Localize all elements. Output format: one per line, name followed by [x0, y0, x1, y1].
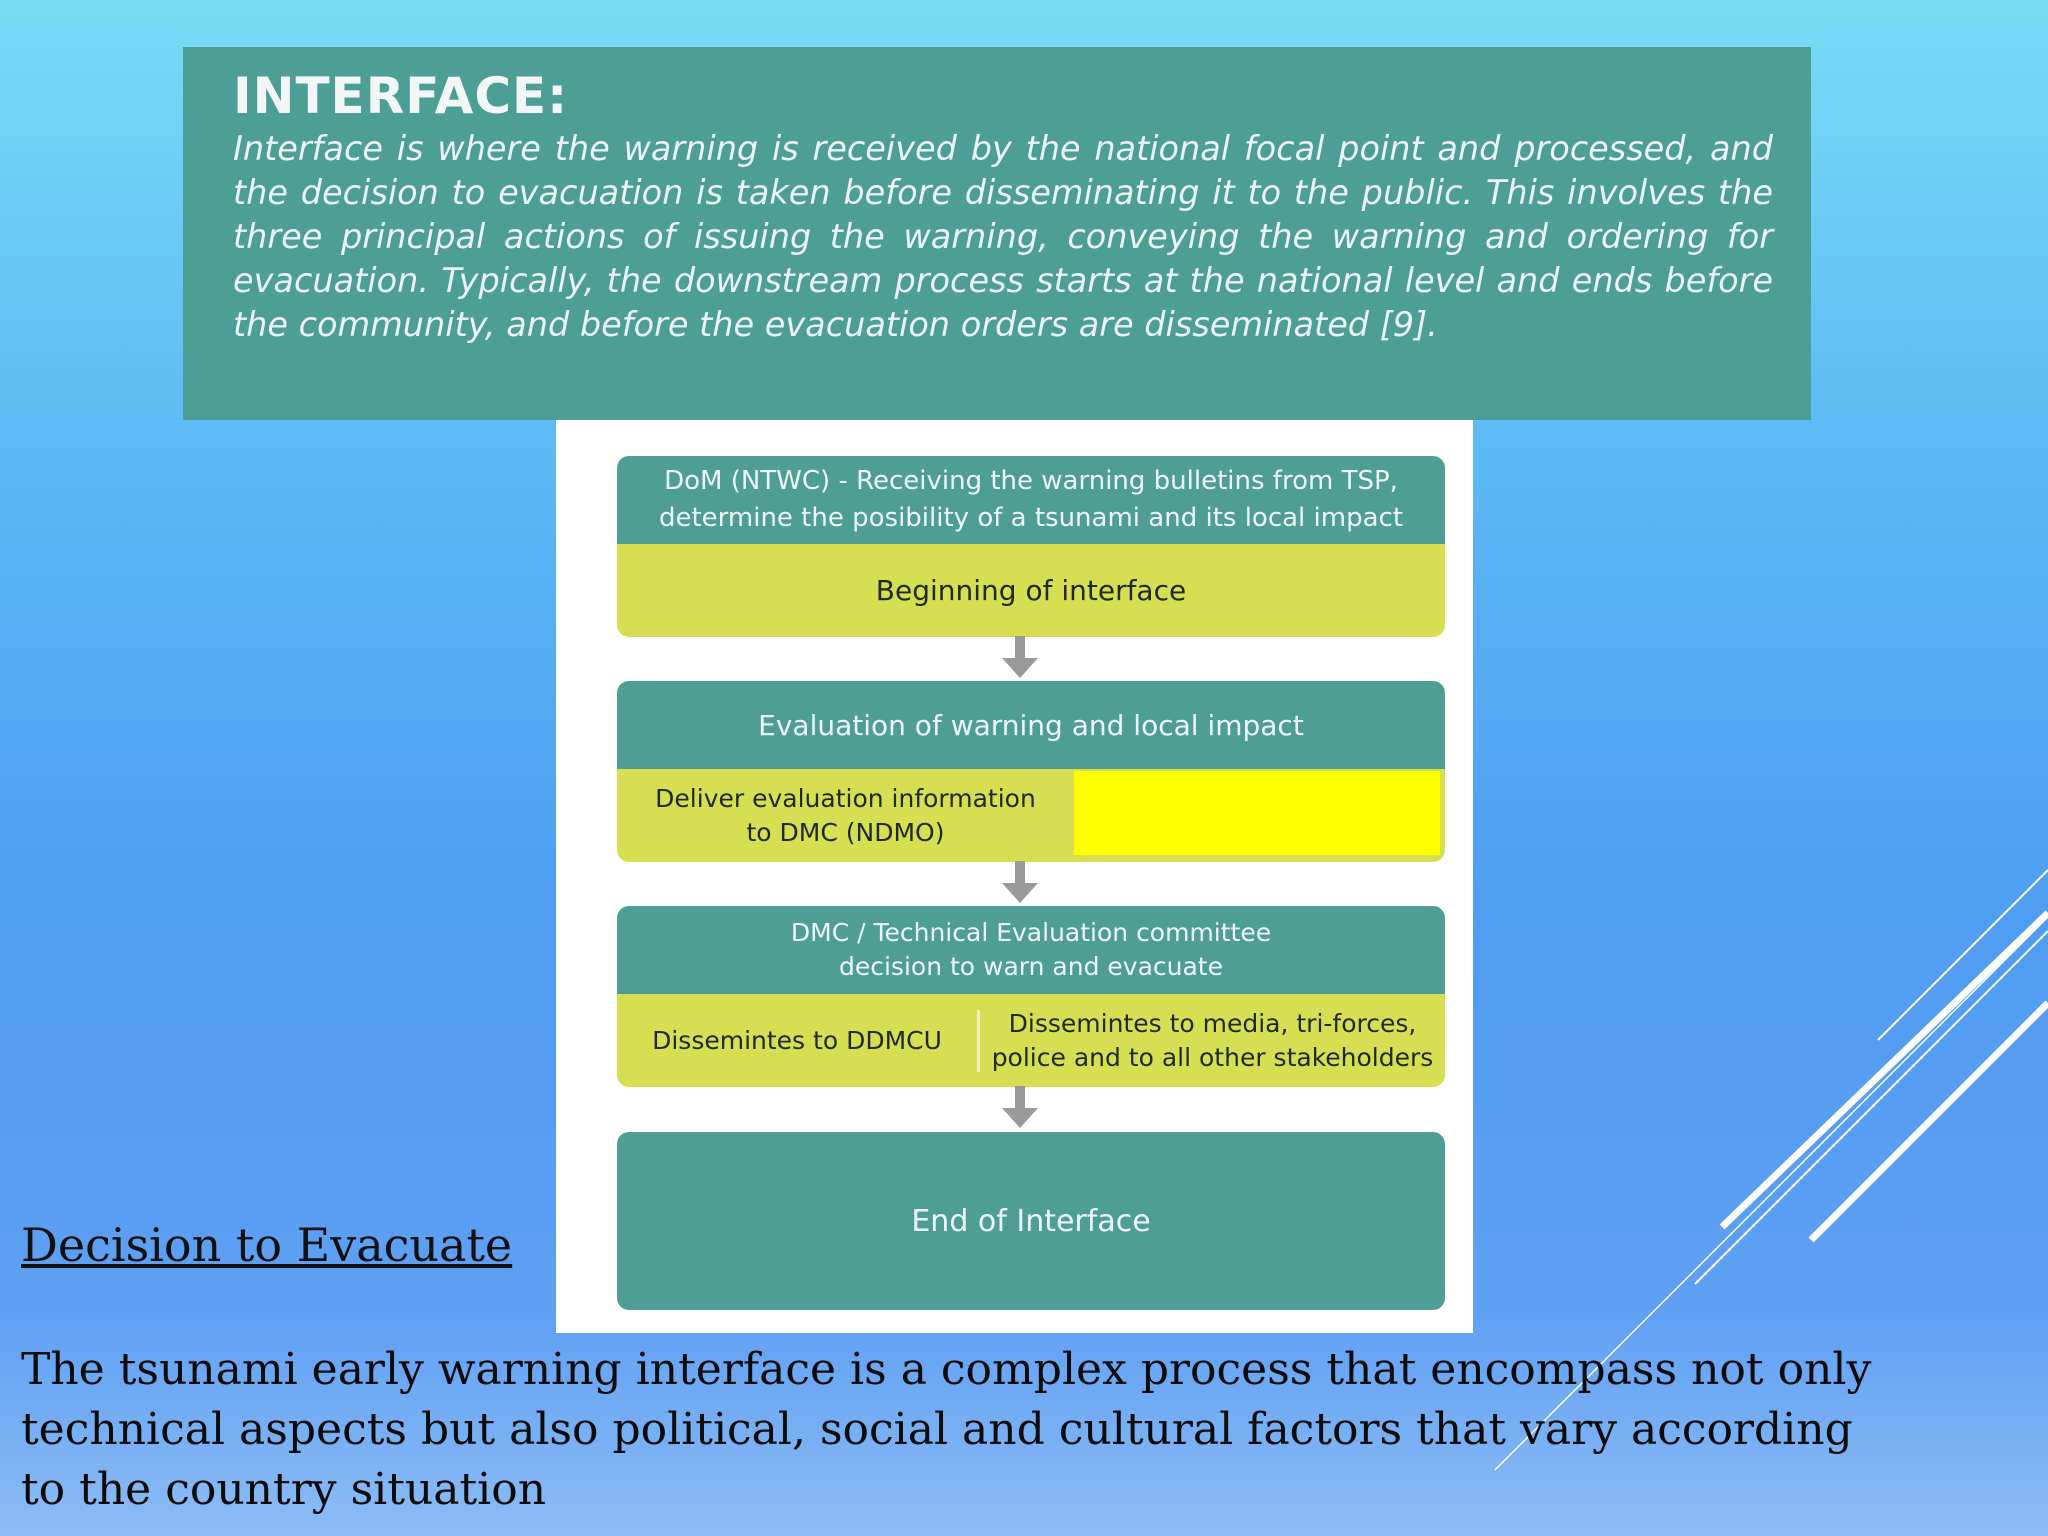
- caption-body: The tsunami early warning interface is a complex process that encompass not only technical aspects but also political, social and cultural factors that vary according to the country situation: [21, 1344, 1872, 1515]
- step2-header: Evaluation of warning and local impact: [617, 681, 1445, 769]
- step3-disseminate-ddmcu: Dissemintes to DDMCU: [652, 1026, 942, 1055]
- banner-body: Interface is where the warning is received by the national focal point and processed, and the decision to evacuation is taken before disseminating it to the public. This involves the three principal actions of issuing the warning, conveying the warning and ordering for evacuation. Typically, the downstream process starts at the national level and ends before the community, and before the evacuation orders are disseminated [9].: [233, 129, 1773, 344]
- step3-header-line1: DMC / Technical Evaluation committee: [790, 918, 1272, 947]
- step3-header-line2: decision to warn and evacuate: [838, 952, 1223, 981]
- step3-right-line1: Dissemintes to media, tri-forces,: [1008, 1008, 1417, 1038]
- step1-subtext: Beginning of interface: [617, 544, 1445, 637]
- down-arrow-icon: [1000, 861, 1040, 905]
- interface-flowchart: [556, 420, 1473, 1333]
- flow-step-evaluation: [617, 681, 1445, 862]
- step1-header: [617, 456, 1445, 544]
- step1-header-line1: DoM (NTWC) - Receiving the warning bulletins from TSP,: [664, 466, 1398, 496]
- step4-header: End of Interface: [617, 1132, 1445, 1310]
- step3-subtext-row: [617, 994, 1445, 1087]
- down-arrow-icon: [1000, 1086, 1040, 1130]
- interface-definition-banner: [183, 47, 1811, 420]
- step2-sub-line1: Deliver evaluation information: [655, 783, 1036, 813]
- flow-step-receiving-warning: [617, 456, 1445, 637]
- step3-disseminate-stakeholders: [980, 1007, 1445, 1075]
- flow-step-end: [617, 1132, 1445, 1310]
- caption-title: Decision to Evacuate: [21, 1218, 513, 1272]
- step1-header-line2: determine the posibility of a tsunami and its local impact: [658, 503, 1404, 533]
- step3-header: [617, 906, 1445, 994]
- step3-right-line2: police and to all other stakeholders: [991, 1042, 1434, 1072]
- down-arrow-icon: [1000, 636, 1040, 680]
- step2-deliver-info: [617, 782, 1074, 850]
- flow-step-decision: [617, 906, 1445, 1087]
- step2-highlight-block: [1074, 771, 1440, 855]
- step2-sub-line2: to DMC (NDMO): [746, 817, 945, 847]
- banner-title: INTERFACE:: [233, 67, 569, 125]
